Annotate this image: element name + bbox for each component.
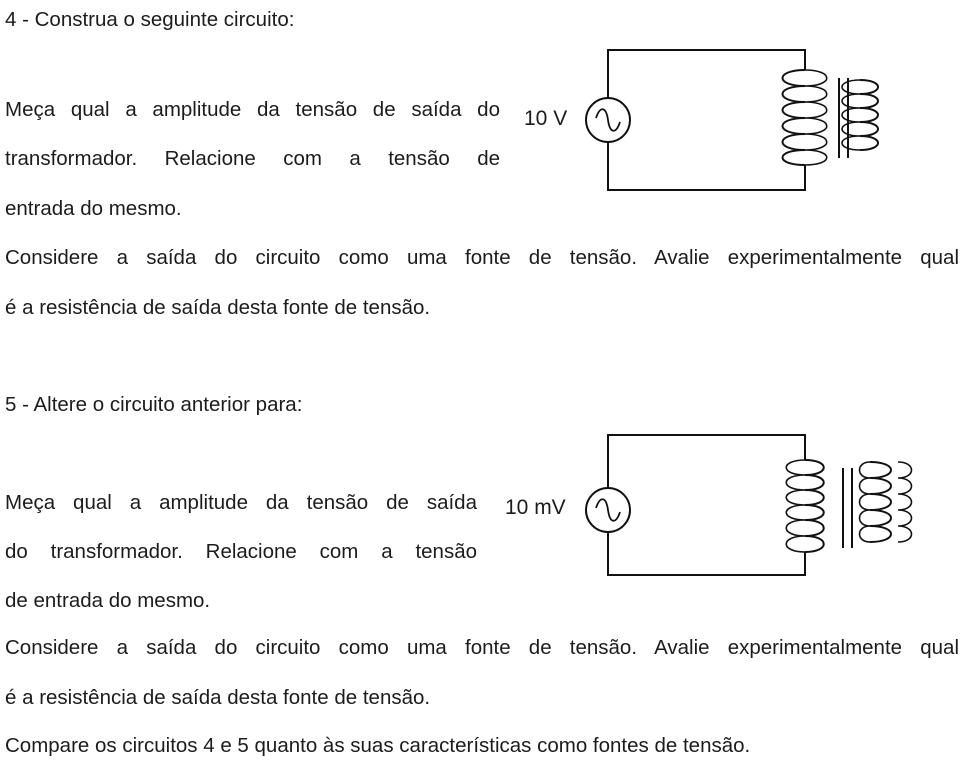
section-5-output-line-2: é a resistência de saída desta fonte de tensão. (5, 686, 431, 709)
transformer-circuit-diagram (560, 40, 960, 210)
secondary-coil-icon (860, 462, 912, 542)
sine-wave-icon (596, 109, 620, 131)
section-5-output-line-1: Considere a saída do circuito como uma fonte de tensão. Avalie experimentalmente qual (5, 636, 959, 659)
section-4-output-line-1: Considere a saída do circuito como uma fonte de tensão. Avalie experimentalmente qual (5, 246, 959, 269)
section-5-question-line-3: de entrada do mesmo. (5, 589, 211, 612)
section-5-question-line-2: do transformador. Relacione com a tensão (5, 540, 477, 563)
closing-instruction: Compare os circuitos 4 e 5 quanto às suas características como fontes de tensão. (5, 734, 751, 757)
circuit-wire (608, 532, 805, 575)
section-5-question-line-1: Meça qual a amplitude da tensão de saída (5, 491, 477, 514)
section-4-title: 4 - Construa o seguinte circuito: (5, 8, 295, 31)
sine-wave-icon (596, 499, 620, 521)
transformer-core-icon (843, 468, 852, 548)
transformer-circuit-diagram (560, 430, 960, 600)
section-4-question-line-2: transformador. Relacione com a tensão de (5, 147, 500, 170)
section-4-question-line-3: entrada do mesmo. (5, 197, 182, 220)
section-5-title: 5 - Altere o circuito anterior para: (5, 393, 303, 416)
section-4-question-line-1: Meça qual a amplitude da tensão de saída do (5, 98, 500, 121)
source-voltage-label: 10 mV (505, 496, 566, 519)
circuit-wire (608, 435, 805, 488)
source-voltage-label: 10 V (524, 107, 568, 130)
circuit-wire (608, 50, 805, 98)
primary-coil-icon (786, 460, 824, 552)
section-4-output-line-2: é a resistência de saída desta fonte de tensão. (5, 296, 431, 319)
circuit-wire (608, 142, 805, 190)
primary-coil-icon (783, 70, 827, 165)
